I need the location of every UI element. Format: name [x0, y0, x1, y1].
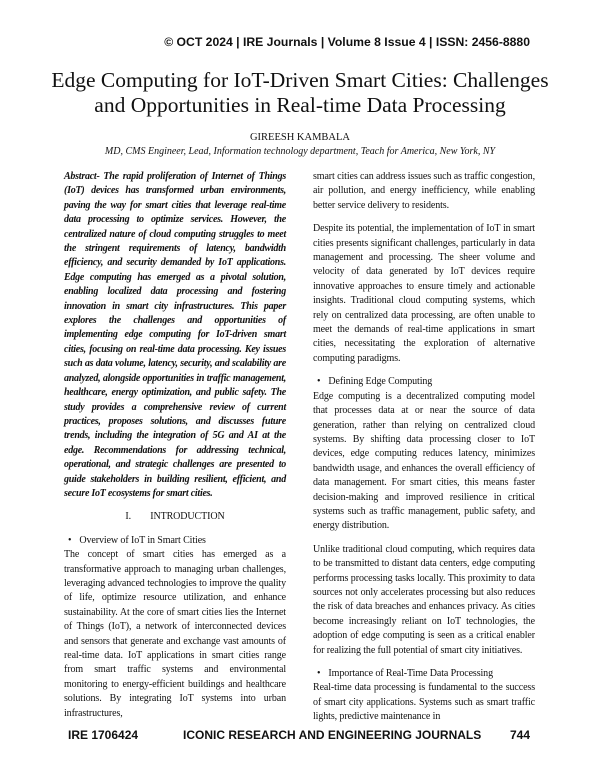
- footer-journal: ICONIC RESEARCH AND ENGINEERING JOURNALS: [183, 728, 482, 742]
- paragraph: The concept of smart cities has emerged as a transformative approach to managing urban challenges, leveraging advanced technologies to improve the quality of life, optimize resource utilization, and enhance sustainability. At the core of smart cities lies the Internet of Things (IoT), a network of interconnected devices and sensors that generate and exchange vast amounts of real-time data. IoT applications in smart cities range from smart traffic systems and environmental monitoring to energy-efficient buildings and healthcare solutions. By integrating IoT systems into urban infrastructures,: [64, 549, 286, 719]
- section-heading: I. INTRODUCTION: [125, 511, 225, 523]
- subsection-bullet: • Overview of IoT in Smart Cities: [64, 534, 286, 548]
- left-column: [64, 170, 286, 730]
- paragraph: Unlike traditional cloud computing, which requires data to be transmitted to distant data centers, edge computing performs processing tasks locally. This proximity to data sources not only accelerates processing but also reduces the risk of data breaches and enhances privacy. As cities become increasingly reliant on IoT technologies, the adoption of edge computing is seen as a critical enabler for realizing the full potential of smart city initiatives.: [313, 543, 535, 656]
- abstract: Abstract- The rapid proliferation of Internet of Things (IoT) devices has transformed urban environments, paving the way for smart cities that leverage real-time data processing to optimize services. However, the centralized nature of cloud computing struggles to meet the stringent requirements of latency, bandwidth efficiency, and security demanded by IoT applications. Edge computing has emerged as a pivotal solution, enabling localized data processing and fostering innovation in smart city infrastructures. This paper explores the challenges and opportunities of implementing edge computing for IoT-driven smart cities, focusing on real-time data processing. Key issues such as data volume, latency, security, and scalability are analyzed, alongside opportunities in traffic management, healthcare, energy optimization, and public safety. The study provides a comprehensive review of current practices, proposes solutions, and discusses future trends, including the integration of 5G and AI at the edge. Recommendations for addressing technical, operational, and strategic challenges are presented to guide stakeholders in building resilient, efficient, and secure IoT ecosystems for smart cities.: [64, 171, 286, 499]
- author-name: GIREESH KAMBALA: [249, 132, 351, 143]
- right-column: [313, 170, 535, 734]
- author-affiliation: MD, CMS Engineer, Lead, Information technology department, Teach for America, New York, NY: [104, 146, 496, 157]
- paragraph: Real-time data processing is fundamental to the success of smart city applications. Systems such as smart traffic lights, predictive maintenance in: [313, 682, 535, 723]
- footer-id: IRE 1706424: [68, 728, 139, 742]
- paragraph: Edge computing is a decentralized computing model that processes data at or near the source of data generation, rather than relying on centralized cloud systems. By shifting data processing closer to IoT devices, edge computing reduces latency, minimizes bandwidth usage, and enhances the overall efficiency of data management. For smart cities, this means faster decision-making and improved resilience in critical systems such as traffic management, public safety, and energy distribution.: [313, 390, 535, 532]
- page-number: 744: [510, 728, 531, 742]
- subsection-bullet: • Defining Edge Computing: [313, 375, 535, 389]
- paper-title: Edge Computing for IoT-Driven Smart Cities: Challenges and Opportunities in Real-time Data Processing: [51, 68, 549, 117]
- subsection-bullet: • Importance of Real-Time Data Processing: [313, 667, 535, 681]
- journal-header: © OCT 2024 | IRE Journals | Volume 8 Issue 4 | ISSN: 2456-8880: [164, 35, 530, 49]
- paragraph: Despite its potential, the implementation of IoT in smart cities presents significant challenges, particularly in data management and processing. The sheer volume and velocity of data generated by IoT devices require innovative approaches to ensure timely and actionable insights. Traditional cloud computing systems, which rely on centralized data processing, are often unable to meet the demands of real-time applications in smart cities, necessitating the exploration of alternative computing paradigms.: [313, 223, 535, 364]
- paragraph: smart cities can address issues such as traffic congestion, air pollution, and energy inefficiency, while enabling better service delivery to residents.: [313, 171, 535, 211]
